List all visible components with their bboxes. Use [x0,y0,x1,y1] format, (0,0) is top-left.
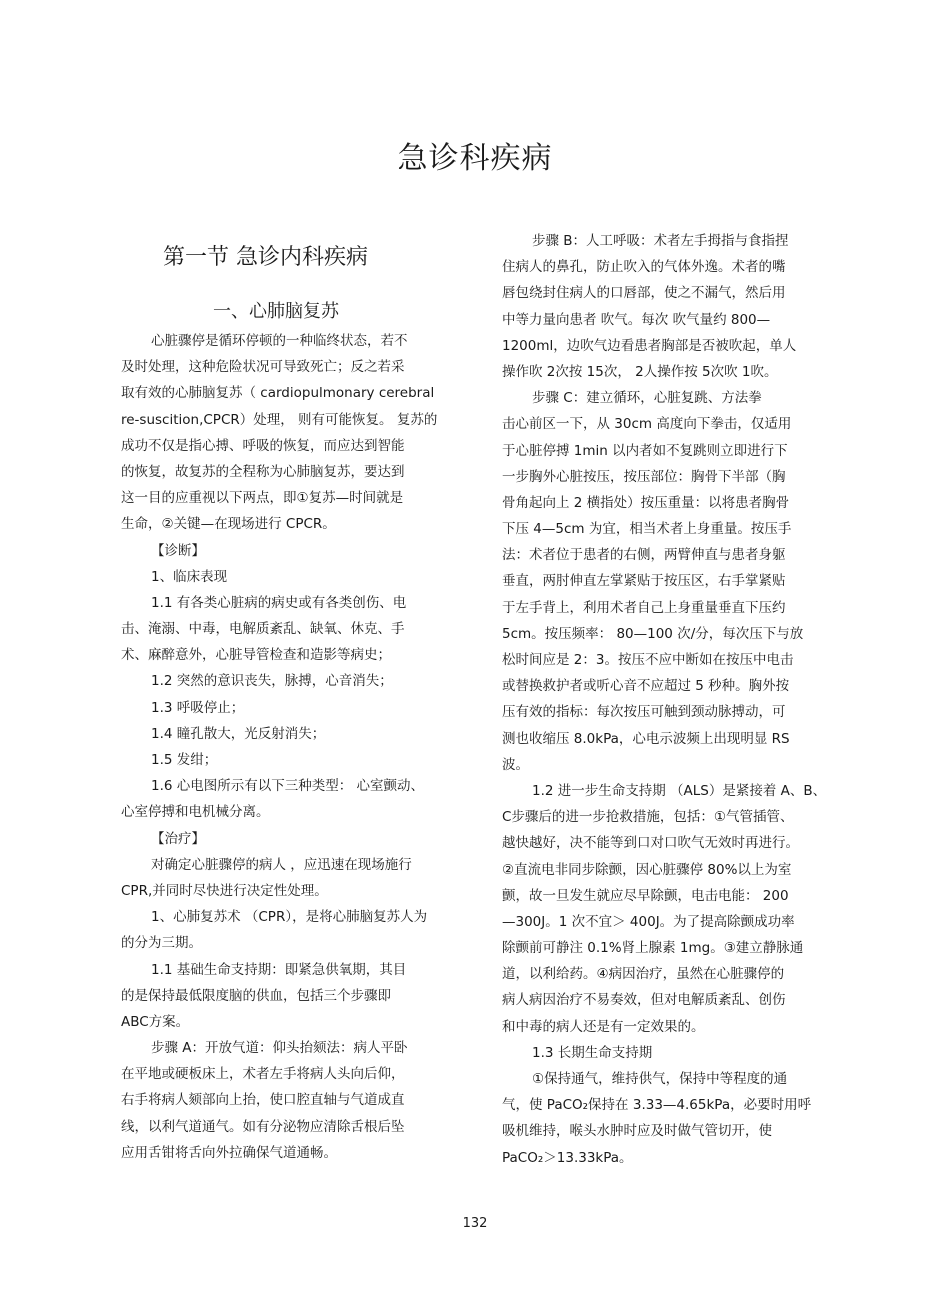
right-column [502,228,847,1171]
text-line: 这一目的应重视以下两点，即①复苏—时间就是 [121,490,404,507]
text-line: re-suscition,CPCR）处理， 则有可能恢复。 复苏的 [121,411,438,428]
text-line: 5cm。按压频率： 80—100 次/分，每次压下与放 [502,625,804,642]
text-line: 1.2 突然的意识丧失，脉搏，心音消失； [151,673,393,690]
text-line: 1.5 发绀； [151,752,218,768]
text-line: 气，使 PaCO₂保持在 3.33—4.65kPa，必要时用呼 [502,1097,812,1114]
text-line: 在平地或硬板床上，术者左手将病人头向后仰， [121,1066,405,1083]
text-line: 右手将病人颏部向上抬，使口腔直轴与气道成直 [121,1092,405,1109]
text-line: 松时间应是 2：3。按压不应中断如在按压中电击 [502,652,794,668]
text-line: 【治疗】 [151,830,205,847]
text-line: 或替换救护者或听心音不应超过 5 秒种。胸外按 [502,678,790,695]
text-line: 1、心肺复苏术 （CPR），是将心肺脑复苏人为 [151,909,428,926]
left-column-body [121,328,466,1166]
text-line: 1.3 呼吸停止； [151,699,245,716]
text-line: 骨角起向上 2 横指处）按压重量：以将患者胸骨 [502,494,790,511]
text-line: 1.6 心电图所示有以下三种类型： 心室颤动、 [151,778,425,795]
text-line: 击心前区一下，从 30cm 高度向下拳击，仅适用 [502,416,792,433]
text-line: 的恢复，故复苏的全程称为心肺脑复苏，要达到 [121,463,405,480]
text-line: 1.1 基础生命支持期：即紧急供氧期，其目 [151,961,407,978]
text-line: 除颤前可静注 0.1%肾上腺素 1mg。③建立静脉通 [502,940,804,957]
text-line: 于心脏停搏 1min 以内者如不复跳则立即进行下 [502,442,788,459]
text-line: 法：术者位于患者的右侧，两臂伸直与患者身躯 [502,547,786,564]
text-line: 颤，故一旦发生就应尽早除颤，电击电能： 200 [502,887,789,904]
text-line: 操作吹 2次按 15次， 2人操作按 5次吹 1吹。 [502,363,778,380]
text-line: CPR,并同时尽快进行决定性处理。 [121,882,328,899]
text-line: 1、临床表现 [151,568,228,585]
text-line: 波。 [502,756,529,773]
text-line: 和中毒的病人还是有一定效果的。 [502,1018,705,1035]
text-line: ABC方案。 [121,1013,190,1030]
text-line: 越快越好，决不能等到口对口吹气无效时再进行。 [502,835,799,852]
subsection-title: 一、心肺脑复苏 [213,301,339,322]
page-title: 急诊科疾病 [397,141,553,176]
text-line: 中等力量向患者 吹气。每次 吹气量约 800— [502,311,771,328]
text-line: 对确定心脏骤停的病人 ，应迅速在现场施行 [151,856,412,873]
text-line: 1.4 瞳孔散大，光反射消失； [151,725,326,742]
text-line: 病人病因治疗不易奏效，但对电解质紊乱、创伤 [502,992,786,1009]
text-line: 垂直，两肘伸直左掌紧贴于按压区，右手掌紧贴 [502,573,786,590]
text-line: 生命，②关键—在现场进行 CPCR。 [121,516,336,533]
text-line: 测也收缩压 8.0kPa，心电示波频上出现明显 RS [502,730,790,747]
text-line: 1.3 长期生命支持期 [532,1044,653,1061]
text-line: C步骤后的进一步抢救措施，包括：①气管插管、 [502,809,794,826]
text-line: 1200ml，边吹气边看患者胸部是否被吹起，单人 [502,337,797,354]
text-line: 吸机维持，喉头水肿时应及时做气管切开，使 [502,1123,772,1140]
text-line: 【诊断】 [151,542,205,559]
text-line: —300J。1 次不宜＞ 400J。为了提高除颤成功率 [502,913,795,930]
text-line: 心脏骤停是循环停顿的一种临终状态，若不 [151,333,408,349]
text-line: 取有效的心肺脑复苏（ cardiopulmonary cerebral [121,385,435,402]
text-line: 步骤 B：人工呼吸：术者左手拇指与食指捏 [532,233,789,249]
text-line: 下压 4—5cm 为宜，相当术者上身重量。按压手 [502,521,792,538]
text-line: 唇包绕封住病人的口唇部，使之不漏气，然后用 [502,285,786,302]
text-line: 心室停搏和电机械分离。 [121,804,270,821]
page-number: 132 [462,1216,488,1231]
text-line: ②直流电非同步除颤，因心脏骤停 80%以上为室 [502,861,792,878]
text-line: 应用舌钳将舌向外拉确保气道通畅。 [121,1144,337,1161]
text-line: 道，以利给药。④病因治疗，虽然在心脏骤停的 [502,966,785,983]
text-line: 的是保持最低限度脑的供血，包括三个步骤即 [121,987,391,1004]
text-line: 压有效的指标：每次按压可触到颈动脉搏动，可 [502,704,786,721]
text-line: 1.1 有各类心脏病的病史或有各类创伤、电 [151,594,407,611]
text-line: 步骤 C：建立循环，心脏复跳、方法拳 [532,390,762,407]
section-title: 第一节 急诊内科疾病 [163,245,368,270]
text-line: 的分为三期。 [121,935,202,952]
right-column-body [502,228,847,1171]
left-column [121,228,466,1166]
text-line: 成功不仅是指心搏、呼吸的恢复，而应达到智能 [121,437,405,454]
text-line: 击、淹溺、中毒，电解质紊乱、缺氧、休克、手 [121,621,405,638]
text-line: 一步胸外心脏按压，按压部位：胸骨下半部（胸 [502,468,786,485]
text-line: 于左手背上，利用术者自己上身重量垂直下压约 [502,599,786,616]
text-line: 线，以利气道通气。如有分泌物应清除舌根后坠 [121,1118,405,1135]
text-line: PaCO₂＞13.33kPa。 [502,1149,633,1166]
text-line: 及时处理，这种危险状况可导致死亡；反之若采 [121,359,405,376]
text-line: 术、麻醉意外，心脏导管检查和造影等病史； [121,647,391,664]
text-line: 步骤 A：开放气道：仰头抬颏法：病人平卧 [151,1040,408,1057]
text-line: 住病人的鼻孔，防止吹入的气体外逸。术者的嘴 [502,259,786,276]
text-line: 1.2 进一步生命支持期 （ALS）是紧接着 A、B、 [532,782,827,799]
text-line: ①保持通气，维持供气，保持中等程度的通 [532,1071,788,1087]
